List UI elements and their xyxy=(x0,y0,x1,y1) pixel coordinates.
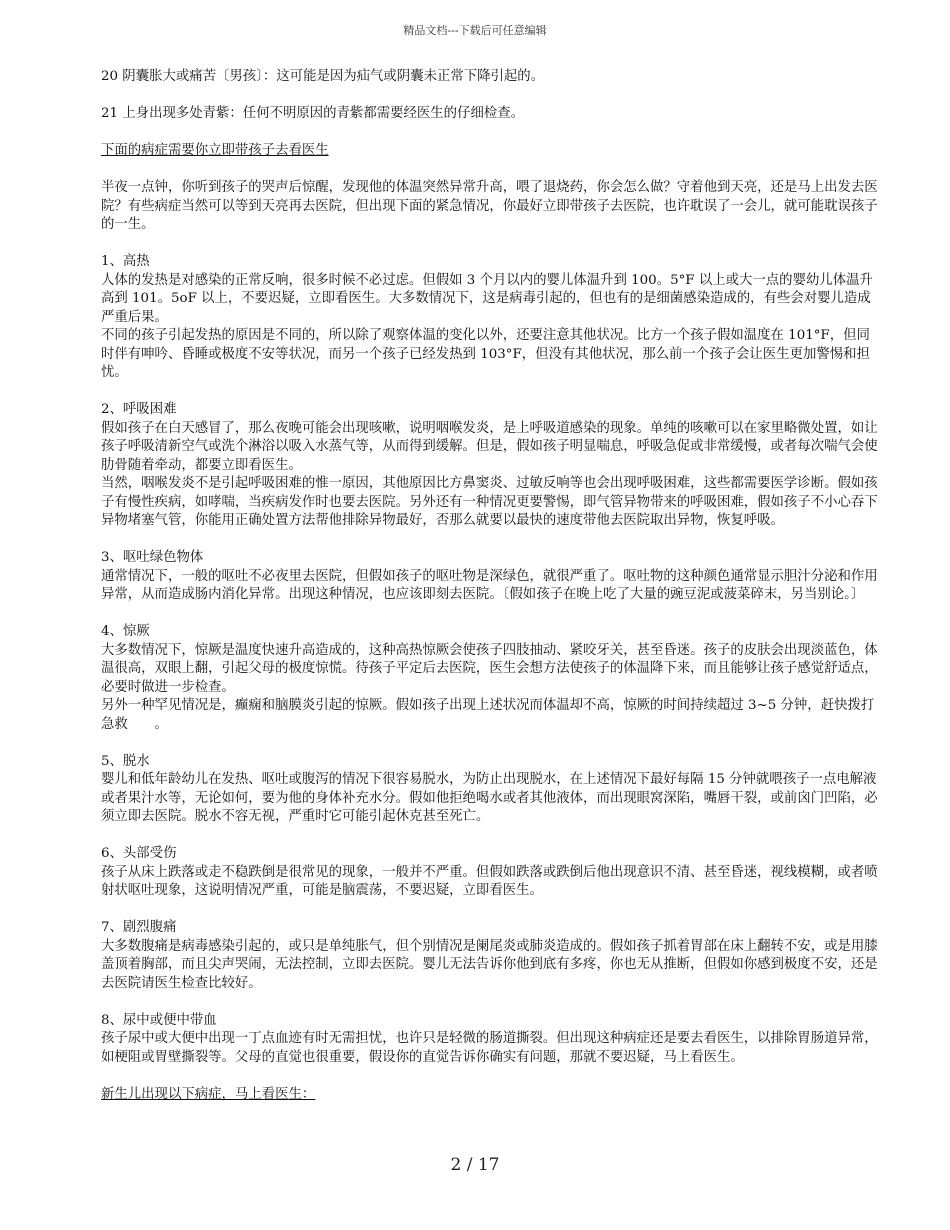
section-title: 1、高热 xyxy=(101,254,150,269)
intro-paragraph: 半夜一点钟，你听到孩子的哭声后惊醒，发现他的体温突然异常升高，喂了退烧药，你会怎么做？守着他到天亮，还是马上出发去医院？有些病症当然可以等到天亮再去医院，但出现下面的紧急情况，你最好立即带孩子去医院，也许耽误了一会儿，就可能耽误孩子的一生。 xyxy=(101,180,878,232)
section-paragraph: 当然，咽喉发炎不是引起呼吸困难的惟一原因，其他原因比方鼻窦炎、过敏反响等也会出现呼吸困难，这些都需要医学诊断。假如孩子有慢性疾病，如哮喘，当疾病发作时也要去医院。另外还有一种情况更要警惕，即气管异物带来的呼吸困难，假如孩子不小心吞下异物堵塞气管，你能用正确处置方法帮他排除异物最好，否那么就要以最快的速度带他去医院取出异物，恢复呼吸。 xyxy=(101,476,878,528)
section-paragraph: 另外一种罕见情况是，癫痫和脑膜炎引起的惊厥。假如孩子出现上述状况而体温却不高，惊厥的时间持续超过 3~5 分钟，赶快拨打急救 。 xyxy=(101,698,875,732)
section-7 xyxy=(101,919,883,993)
section-paragraph: 通常情况下，一般的呕吐不必夜里去医院，但假如孩子的呕吐物是深绿色，就很严重了。呕吐物的这种颜色通常显示胆汁分泌和作用异常，从而造成肠内消化异常。出现这种情况，也应该即刻去医院。〔假如孩子在晚上吃了大量的豌豆泥或菠菜碎末，另当别论。〕 xyxy=(101,568,878,602)
section-title: 4、惊厥 xyxy=(101,624,150,639)
section-title: 5、脱水 xyxy=(101,753,150,769)
section-paragraph: 婴儿和低年龄幼儿在发热、呕吐或腹泻的情况下很容易脱水，为防止出现脱水，在上述情况下最好每隔 15 分钟就喂孩子一点电解液或者果汁水等，无论如何，要为他的身体补充水分。假如他拒绝喝水或者其他液体，而出现眼窝深陷，嘴唇干裂，或前囟门凹陷，必须立即去医院。脱水不容无视，严重时它可能引起休克甚至死亡。 xyxy=(101,772,878,824)
section-paragraph: 大多数情况下，惊厥是温度快速升高造成的，这种高热惊厥会使孩子四肢抽动、紧咬牙关，甚至昏迷。孩子的皮肤会出现淡蓝色，体温很高，双眼上翻，引起父母的极度惊慌。待孩子平定后去医院，医生会想方法使孩子的体温降下来，而且能够让孩子感觉舒适点，必要时做进一步检查。 xyxy=(101,642,878,695)
section-5 xyxy=(101,753,883,827)
page-number: 2 / 17 xyxy=(450,1155,500,1175)
newborn-heading: 新生儿出现以下病症，马上看医生： xyxy=(101,1086,316,1102)
section-6 xyxy=(101,845,883,901)
item-20: 20 阴囊胀大或痛苦〔男孩〕：这可能是因为疝气或阴囊未正常下降引起的。 xyxy=(101,69,545,84)
section-title: 3、呕吐绿色物体 xyxy=(101,550,204,565)
document-body xyxy=(101,68,883,1104)
section-paragraph: 大多数腹痛是病毒感染引起的，或只是单纯胀气，但个别情况是阑尾炎或肺炎造成的。假如孩子抓着胃部在床上翻转不安，或是用膝盖顶着胸部，而且尖声哭闹，无法控制，立即去医院。婴儿无法告诉你他到底有多疼，你也无从推断，但假如你感到极度不安，还是去医院请医生检查比较好。 xyxy=(101,938,878,991)
section-paragraph: 人体的发热是对感染的正常反响，很多时候不必过虑。但假如 3 个月以内的婴儿体温升到 100。5°F 以上或大一点的婴幼儿体温升高到 101。5oF 以上，不要迟疑，立即看医生。大多数情况下，这是病毒引起的，但也有的是细菌感染造成的，有些会对婴儿造成严重后果。 xyxy=(101,272,873,325)
section-paragraph: 不同的孩子引起发热的原因是不同的，所以除了观察体温的变化以外，还要注意其他状况。比方一个孩子假如温度在 101°F，但同时伴有呻吟、昏睡或极度不安等状况，而另一个孩子已经发热到 103°F，但没有其他状况，那么前一个孩子会让医生更加警惕和担忧。 xyxy=(101,328,870,380)
section-title: 7、剧烈腹痛 xyxy=(101,920,177,935)
urgent-heading: 下面的病症需要你立即带孩子去看医生 xyxy=(101,143,329,158)
section-3 xyxy=(101,549,883,605)
section-4 xyxy=(101,623,883,734)
section-title: 2、呼吸困难 xyxy=(101,402,177,417)
section-paragraph: 假如孩子在白天感冒了，那么夜晚可能会出现咳嗽，说明咽喉发炎，是上呼吸道感染的现象。单纯的咳嗽可以在家里略微处置，如让孩子呼吸清新空气或洗个淋浴以吸入水蒸气等，从而得到缓解。但是，假如孩子明显喘息，呼吸急促或非常缓慢，或者每次喘气会使肋骨随着牵动，都要立即看医生。 xyxy=(101,420,878,473)
section-title: 8、尿中或便中带血 xyxy=(101,1012,217,1028)
section-paragraph: 孩子从床上跌落或走不稳跌倒是很常见的现象，一般并不严重。但假如跌落或跌倒后他出现意识不清、甚至昏迷，视线模糊，或者喷射状呕吐现象，这说明情况严重，可能是脑震荡，不要迟疑，立即看医生。 xyxy=(101,864,878,898)
section-title: 6、头部受伤 xyxy=(101,846,177,861)
item-21: 21 上身出现多处青紫：任何不明原因的青紫都需要经医生的仔细检查。 xyxy=(101,106,525,121)
section-2 xyxy=(101,401,883,531)
section-1 xyxy=(101,253,883,383)
section-paragraph: 孩子尿中或大便中出现一丁点血迹有时无需担忧，也许只是轻微的肠道撕裂。但出现这种病症还是要去看医生，以排除胃肠道异常，如梗阻或胃壁撕裂等。父母的直觉也很重要，假设你的直觉告诉你确实有问题，那就不要迟疑，马上看医生。 xyxy=(101,1031,878,1065)
section-8 xyxy=(101,1012,883,1068)
page-header: 精品文档---下载后可任意编辑 xyxy=(403,24,547,37)
